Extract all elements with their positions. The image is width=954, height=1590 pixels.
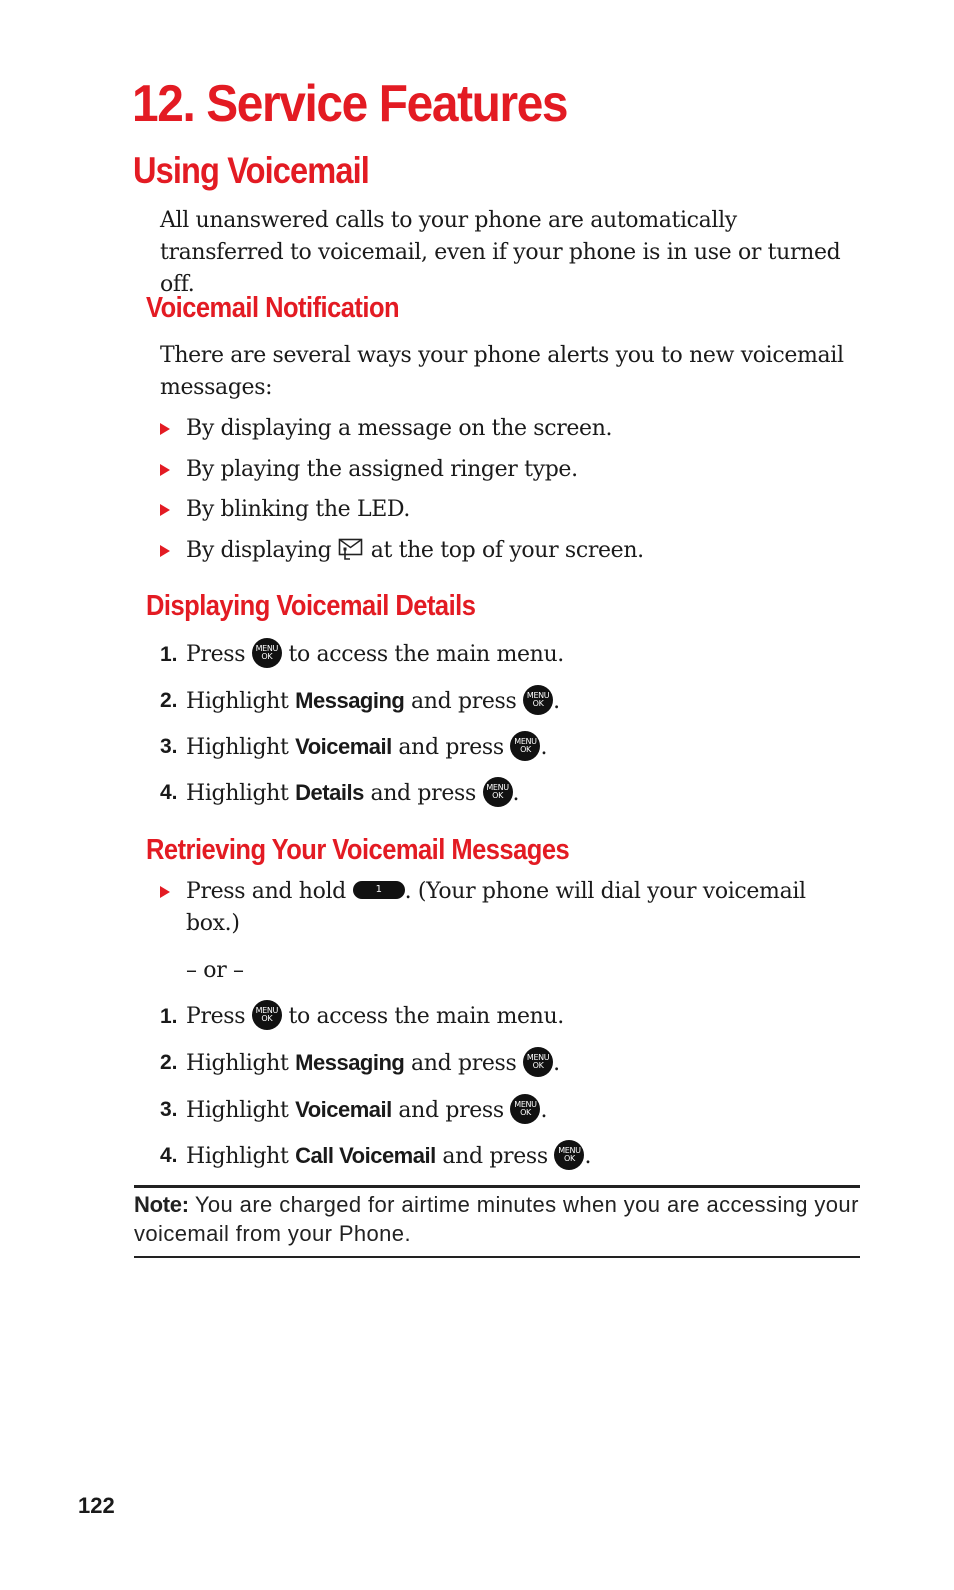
section-title: Using Voicemail: [133, 150, 369, 191]
key-1-icon: 1: [353, 881, 405, 899]
menu-ok-key-icon: MENU OK: [252, 638, 282, 668]
menu-option-label: Details: [295, 780, 364, 805]
menu-ok-key-icon: MENU OK: [523, 685, 553, 715]
bullet-text: By blinking the LED.: [186, 497, 411, 522]
note-top-rule: [134, 1185, 860, 1188]
note-label: Note:: [134, 1192, 189, 1217]
bullet-text: By displaying at the top of your screen.: [186, 535, 644, 567]
retrieving-heading: Retrieving Your Voicemail Messages: [146, 834, 570, 866]
step-number: 1.: [160, 643, 178, 666]
note-box: [134, 1190, 860, 1248]
step-number: 2.: [160, 1051, 178, 1074]
menu-ok-key-icon: MENU OK: [483, 777, 513, 807]
bullet-marker: [160, 464, 170, 476]
menu-ok-key-icon: MENU OK: [510, 731, 540, 761]
note-bottom-rule: [134, 1256, 860, 1258]
bullet-text: By displaying a message on the screen.: [186, 416, 613, 441]
step-number: 1.: [160, 1005, 178, 1028]
menu-ok-key-icon: MENU OK: [554, 1140, 584, 1170]
step-number: 2.: [160, 689, 178, 712]
bullet-text: By playing the assigned ringer type.: [186, 457, 578, 482]
menu-option-label: Messaging: [295, 688, 405, 713]
menu-ok-key-icon: MENU OK: [252, 1000, 282, 1030]
notification-intro: There are several ways your phone alerts you to new voicemail messages:: [160, 343, 844, 400]
bullet-marker: [160, 886, 170, 898]
step-number: 3.: [160, 1098, 178, 1121]
note-text: You are charged for airtime minutes when you are accessing your voicemail from your Phone.: [134, 1192, 859, 1246]
menu-ok-key-icon: MENU OK: [523, 1047, 553, 1077]
menu-option-label: Voicemail: [295, 1097, 392, 1122]
bullet-marker: [160, 423, 170, 435]
chapter-title: 12. Service Features: [132, 75, 568, 133]
menu-option-label: Call Voicemail: [295, 1143, 436, 1168]
details-heading: Displaying Voicemail Details: [146, 590, 476, 622]
bullet-marker: [160, 504, 170, 516]
step-number: 4.: [160, 781, 178, 804]
intro-paragraph: All unanswered calls to your phone are automatically transferred to voicemail, even if your phone is in use or turned off.: [160, 208, 841, 297]
voicemail-envelope-icon: [338, 535, 364, 561]
menu-option-label: Voicemail: [295, 734, 392, 759]
bullet-marker: [160, 545, 170, 557]
menu-option-label: Messaging: [295, 1050, 405, 1075]
page-number: 122: [78, 1493, 115, 1518]
notification-heading: Voicemail Notification: [146, 292, 400, 324]
step-number: 3.: [160, 735, 178, 758]
menu-ok-key-icon: MENU OK: [510, 1094, 540, 1124]
step-number: 4.: [160, 1144, 178, 1167]
